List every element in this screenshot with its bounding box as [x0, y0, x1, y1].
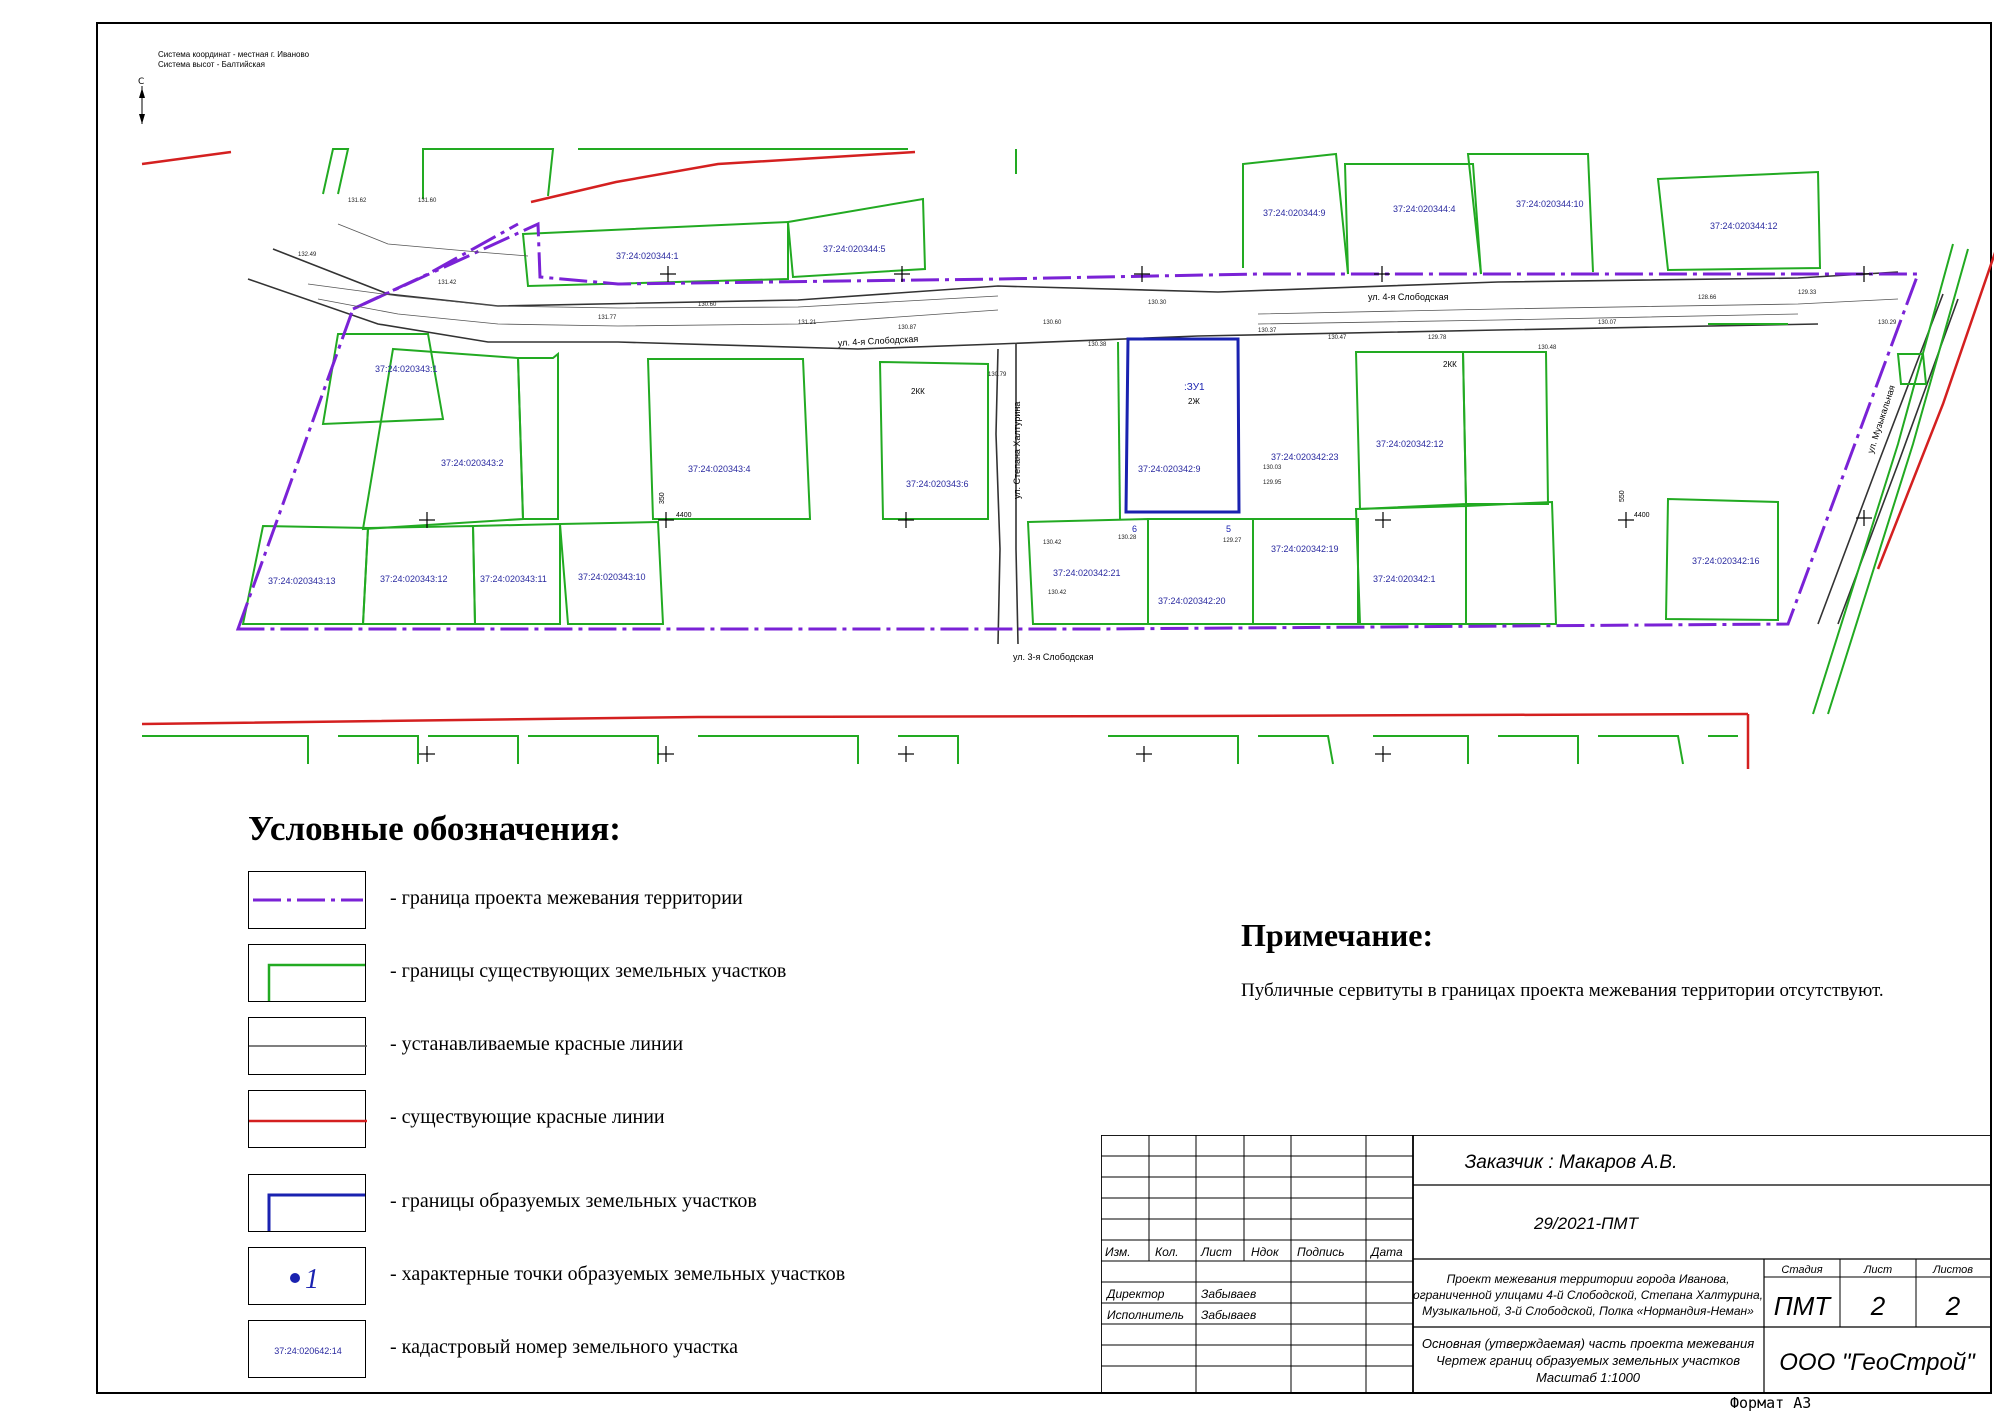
svg-text:130.38: 130.38 [1088, 342, 1107, 348]
svg-text:Исполнитель: Исполнитель [1107, 1308, 1184, 1322]
svg-text:129.78: 129.78 [1428, 335, 1447, 341]
legend-text-new-parcels: - границы образуемых земельных участков [390, 1190, 757, 1212]
svg-text:Подпись: Подпись [1297, 1245, 1345, 1259]
svg-text:37:24:020344:4: 37:24:020344:4 [1393, 204, 1456, 214]
svg-text:Изм.: Изм. [1105, 1245, 1131, 1259]
svg-text:37:24:020342:20: 37:24:020342:20 [1158, 596, 1226, 606]
svg-text:129.95: 129.95 [1263, 480, 1282, 486]
legend-text-existing-red-lines: - существующие красные линии [390, 1106, 665, 1128]
legend-row-new-parcels [248, 1174, 1148, 1234]
svg-text:37:24:020344:10: 37:24:020344:10 [1516, 199, 1584, 209]
svg-text:37:24:020343:11: 37:24:020343:11 [480, 574, 547, 584]
svg-text:37:24:020342:1: 37:24:020342:1 [1373, 574, 1436, 584]
svg-text:Кол.: Кол. [1155, 1245, 1179, 1259]
legend-row-existing-red-lines [248, 1090, 1148, 1150]
svg-text:37:24:020344:1: 37:24:020344:1 [616, 251, 679, 261]
svg-text:37:24:020342:19: 37:24:020342:19 [1271, 544, 1339, 554]
title-block [1101, 1135, 1992, 1394]
grid-label-y2: 550 [1619, 490, 1626, 502]
svg-text:Забываев: Забываев [1201, 1287, 1257, 1301]
legend-title: Условные обозначения: [248, 809, 621, 848]
svg-text:Листов: Листов [1932, 1264, 1974, 1276]
legend-symbol-new-red-lines [248, 1017, 366, 1075]
svg-text:Масштаб 1:1000: Масштаб 1:1000 [1535, 1370, 1641, 1385]
stamp-project-name [1413, 1272, 1763, 1318]
svg-text:Дата: Дата [1371, 1245, 1403, 1259]
stamp-drawing-title [1422, 1336, 1754, 1385]
svg-text:37:24:020344:9: 37:24:020344:9 [1263, 208, 1326, 218]
svg-text:130.30: 130.30 [1148, 300, 1167, 306]
svg-text:37:24:020343:13: 37:24:020343:13 [268, 576, 336, 586]
existing-red-lines [142, 152, 1994, 769]
stamp-sheet: 2 [1870, 1291, 1886, 1321]
existing-parcels [142, 149, 1968, 764]
svg-text:130.79: 130.79 [988, 372, 1007, 378]
cadastral-labels [268, 199, 1778, 606]
street-label-3-slobodskaya: ул. 3-я Слободская [1013, 652, 1094, 662]
legend-symbol-existing-red-lines [248, 1090, 366, 1148]
svg-text:Музыкальной, 3-й Слободской,: Музыкальной, 3-й Слободской, Полка «Нормандия-Неман» [1422, 1304, 1754, 1318]
svg-text:128.66: 128.66 [1698, 295, 1717, 301]
legend-text-points: - характерные точки образуемых земельных участков [390, 1263, 846, 1285]
legend-symbol-points [248, 1247, 366, 1305]
point-6-label: 6 [1132, 524, 1138, 534]
legend-text-new-red-lines: - устанавливаемые красные линии [390, 1033, 684, 1055]
new-parcel-zu1 [1126, 339, 1239, 512]
street-label-khalturina: ул. Степана Халтурина [1012, 401, 1022, 499]
legend-symbol-cadastral [248, 1320, 366, 1378]
height-system-note: Система высот - Балтийская [158, 60, 266, 69]
svg-text:37:24:020342:16: 37:24:020342:16 [1692, 556, 1760, 566]
stamp-code: 29/2021-ПМТ [1534, 1214, 1638, 1233]
new-parcel-sublabel: 2Ж [1188, 397, 1200, 406]
svg-text:37:24:020344:5: 37:24:020344:5 [823, 244, 886, 254]
grid-label-x1: 4400 [676, 512, 692, 519]
svg-text:130.28: 130.28 [1118, 535, 1137, 541]
coord-system-note: Система координат - местная г. Иваново [158, 50, 310, 59]
svg-text:37:24:020343:1: 37:24:020343:1 [375, 364, 438, 374]
format-label: Формат А3 [1730, 1394, 1812, 1412]
stamp-sheets: 2 [1945, 1291, 1961, 1321]
stamp-customer: Заказчик : Макаров А.В. [1464, 1152, 1678, 1173]
legend-text-project-boundary: - граница проекта межевания территории [390, 887, 743, 909]
legend-symbol-existing-parcels [248, 944, 366, 1002]
svg-text:37:24:020342:23: 37:24:020342:23 [1271, 452, 1339, 462]
svg-text:Директор: Директор [1107, 1287, 1165, 1301]
svg-text:37:24:020343:12: 37:24:020343:12 [380, 574, 448, 584]
legend-text-existing-parcels: - границы существующих земельных участков [390, 960, 787, 982]
svg-text:Лист: Лист [1201, 1245, 1232, 1259]
stamp-stage: ПМТ [1773, 1291, 1831, 1321]
svg-text:130.47: 130.47 [1328, 335, 1347, 341]
svg-text:129.27: 129.27 [1223, 538, 1242, 544]
note-title: Примечание: [1241, 917, 1434, 953]
svg-text:130.60: 130.60 [698, 302, 717, 308]
svg-text:ограниченной улицами 4-й Слобо: ограниченной улицами 4-й Слободской, Степана Халтурина, [1413, 1288, 1763, 1302]
svg-text:37:24:020343:2: 37:24:020343:2 [441, 458, 504, 468]
svg-text:130.37: 130.37 [1258, 328, 1277, 334]
svg-text:Основная (утверждаемая) часть: Основная (утверждаемая) часть проекта межевания [1421, 1336, 1755, 1351]
svg-text:Чертеж границ образуемых земел: Чертеж границ образуемых земельных участков [1435, 1353, 1741, 1368]
house-label-2kk: 2КК [911, 387, 925, 396]
legend-row-new-red-lines [248, 1017, 1148, 1077]
svg-text:Проект межевания территории го: Проект межевания территории города Иванова, [1446, 1272, 1730, 1286]
svg-text:130.07: 130.07 [1598, 320, 1617, 326]
cadastral-map [98, 24, 1994, 784]
note-text: Публичные сервитуты в границах проекта межевания территории отсутствуют. [1241, 980, 1884, 1001]
svg-text:Ндок: Ндок [1251, 1245, 1279, 1259]
svg-text:131.62: 131.62 [348, 198, 367, 204]
svg-text:129.33: 129.33 [1798, 290, 1817, 296]
svg-text:37:24:020343:10: 37:24:020343:10 [578, 572, 646, 582]
north-arrow-icon [138, 77, 145, 124]
svg-text:37:24:020343:6: 37:24:020343:6 [906, 479, 969, 489]
svg-text:130.29: 130.29 [1878, 320, 1897, 326]
drawing-sheet [96, 22, 1992, 1394]
legend-row-existing-parcels [248, 944, 1148, 1004]
svg-text:131.77: 131.77 [598, 315, 617, 321]
svg-text:37:24:020343:4: 37:24:020343:4 [688, 464, 751, 474]
street-label-4-slobodskaya-west: ул. 4-я Слободская [837, 333, 919, 348]
svg-text:37:24:020344:12: 37:24:020344:12 [1710, 221, 1778, 231]
svg-text:131.60: 131.60 [418, 198, 437, 204]
svg-text:37:24:020642:14: 37:24:020642:14 [274, 1346, 342, 1356]
svg-text:131.21: 131.21 [798, 320, 817, 326]
legend-text-cadastral: - кадастровый номер земельного участка [390, 1336, 738, 1358]
svg-text:Лист: Лист [1863, 1264, 1893, 1276]
house-label-2kk-east: 2КК [1443, 360, 1457, 369]
project-boundary-tail [353, 224, 518, 309]
svg-text:1: 1 [305, 1264, 319, 1295]
svg-text:130.42: 130.42 [1048, 590, 1067, 596]
svg-text:131.42: 131.42 [438, 280, 457, 286]
grid-label-y1: 350 [659, 492, 666, 504]
svg-text:130.42: 130.42 [1043, 540, 1062, 546]
svg-text:С: С [138, 77, 145, 87]
legend-row-points [248, 1247, 1148, 1307]
legend-symbol-project-boundary [248, 871, 366, 929]
svg-text:130.03: 130.03 [1263, 465, 1282, 471]
stamp-company: ООО "ГеоСтрой" [1779, 1349, 1975, 1376]
point-5-label: 5 [1226, 524, 1232, 534]
svg-text:130.87: 130.87 [898, 325, 917, 331]
svg-text:Стадия: Стадия [1781, 1264, 1823, 1276]
new-parcel-label: :ЗУ1 [1184, 382, 1205, 393]
established-red-lines [248, 249, 1958, 644]
svg-text:37:24:020342:9: 37:24:020342:9 [1138, 464, 1201, 474]
street-label-muzykalnaya: ул. Музыкальная [1865, 383, 1897, 455]
legend-row-project-boundary [248, 871, 1148, 931]
svg-text:37:24:020342:12: 37:24:020342:12 [1376, 439, 1444, 449]
svg-text:130.48: 130.48 [1538, 345, 1557, 351]
svg-text:Забываев: Забываев [1201, 1308, 1257, 1322]
street-label-4-slobodskaya-east: ул. 4-я Слободская [1368, 292, 1449, 302]
grid-label-x2: 4400 [1634, 512, 1650, 519]
svg-text:132.49: 132.49 [298, 252, 317, 258]
svg-text:130.60: 130.60 [1043, 320, 1062, 326]
legend-row-cadastral [248, 1320, 1148, 1380]
svg-text:37:24:020342:21: 37:24:020342:21 [1053, 568, 1121, 578]
legend-symbol-new-parcels [248, 1174, 366, 1232]
